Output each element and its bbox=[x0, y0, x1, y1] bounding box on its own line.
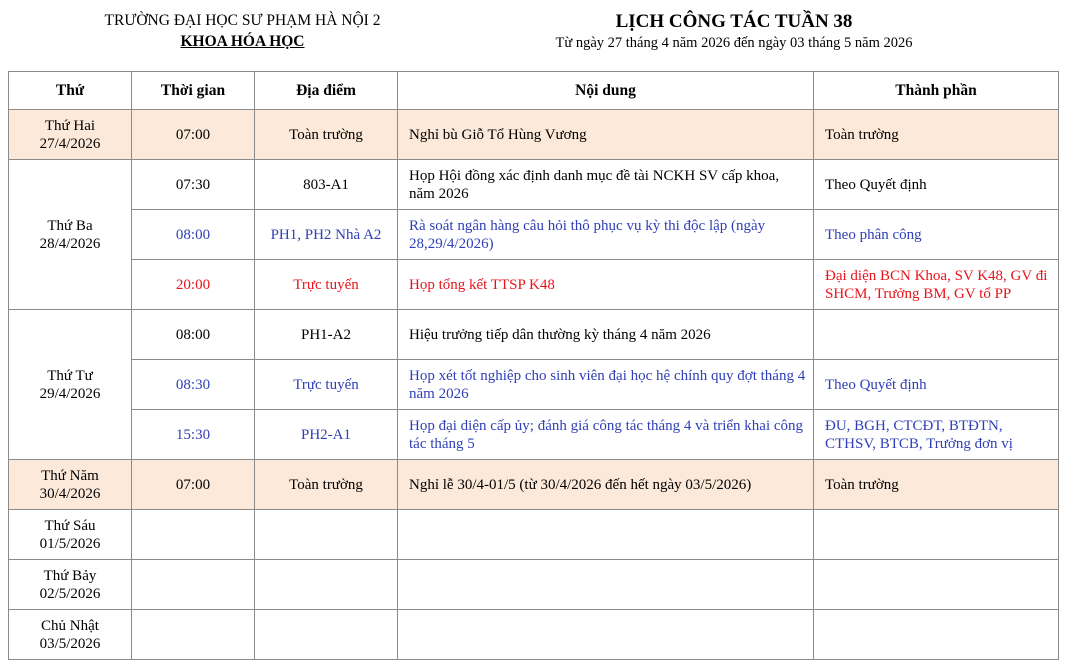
content-cell: Họp tổng kết TTSP K48 bbox=[398, 260, 814, 310]
content-cell: Rà soát ngân hàng câu hỏi thô phục vụ kỳ thi độc lập (ngày 28,29/4/2026) bbox=[398, 210, 814, 260]
time-cell: 07:00 bbox=[132, 110, 255, 160]
participants-cell: Đại diện BCN Khoa, SV K48, GV đi SHCM, Trưởng BM, GV tổ PP bbox=[814, 260, 1059, 310]
table-row bbox=[9, 510, 1059, 560]
content-cell bbox=[398, 510, 814, 560]
day-name: Thứ Sáu bbox=[44, 517, 96, 534]
participants-cell: Toàn trường bbox=[814, 110, 1059, 160]
content-cell bbox=[398, 560, 814, 610]
table-row bbox=[9, 610, 1059, 660]
place-cell: Toàn trường bbox=[255, 110, 398, 160]
day-name: Thứ Tư bbox=[47, 367, 93, 384]
schedule-table bbox=[8, 71, 1059, 660]
day-date: 01/5/2026 bbox=[39, 535, 101, 552]
participants-cell: Theo Quyết định bbox=[814, 360, 1059, 410]
time-cell: 08:30 bbox=[132, 360, 255, 410]
time-cell: 15:30 bbox=[132, 410, 255, 460]
day-name: Chủ Nhật bbox=[41, 617, 99, 634]
day-date: 03/5/2026 bbox=[39, 635, 101, 652]
time-cell: 20:00 bbox=[132, 260, 255, 310]
day-name: Thứ Ba bbox=[47, 217, 93, 234]
content-cell: Họp Hội đồng xác định danh mục đề tài NCKH SV cấp khoa, năm 2026 bbox=[398, 160, 814, 210]
content-cell: Nghỉ bù Giỗ Tổ Hùng Vương bbox=[398, 110, 814, 160]
day-date: 29/4/2026 bbox=[39, 385, 101, 402]
place-cell: Trực tuyến bbox=[255, 360, 398, 410]
day-date: 28/4/2026 bbox=[39, 235, 101, 252]
time-cell: 07:30 bbox=[132, 160, 255, 210]
col-header-day: Thứ bbox=[9, 72, 132, 110]
time-cell: 08:00 bbox=[132, 210, 255, 260]
time-cell bbox=[132, 610, 255, 660]
content-cell: Nghỉ lễ 30/4-01/5 (từ 30/4/2026 đến hết ngày 03/5/2026) bbox=[398, 460, 814, 510]
day-name: Thứ Hai bbox=[44, 117, 96, 134]
col-header-place: Địa điểm bbox=[255, 72, 398, 110]
university-name: TRƯỜNG ĐẠI HỌC SƯ PHẠM HÀ NỘI 2 bbox=[104, 12, 381, 29]
place-cell bbox=[255, 610, 398, 660]
time-cell: 08:00 bbox=[132, 310, 255, 360]
participants-cell: Toàn trường bbox=[814, 460, 1059, 510]
place-cell: PH1, PH2 Nhà A2 bbox=[255, 210, 398, 260]
table-row bbox=[9, 210, 1059, 260]
day-cell bbox=[9, 510, 132, 560]
table-row bbox=[9, 310, 1059, 360]
participants-cell: Theo phân công bbox=[814, 210, 1059, 260]
table-row bbox=[9, 460, 1059, 510]
day-cell bbox=[9, 560, 132, 610]
place-cell: Toàn trường bbox=[255, 460, 398, 510]
place-cell: 803-A1 bbox=[255, 160, 398, 210]
participants-cell: Theo Quyết định bbox=[814, 160, 1059, 210]
day-cell bbox=[9, 310, 132, 460]
day-name: Thứ Năm bbox=[41, 467, 99, 484]
place-cell: PH2-A1 bbox=[255, 410, 398, 460]
table-row bbox=[9, 560, 1059, 610]
participants-cell bbox=[814, 510, 1059, 560]
time-cell bbox=[132, 560, 255, 610]
day-cell bbox=[9, 110, 132, 160]
faculty-name: KHOA HÓA HỌC bbox=[180, 33, 305, 50]
place-cell bbox=[255, 510, 398, 560]
content-cell bbox=[398, 610, 814, 660]
day-date: 02/5/2026 bbox=[39, 585, 101, 602]
day-cell bbox=[9, 610, 132, 660]
content-cell: Hiệu trưởng tiếp dân thường kỳ tháng 4 năm 2026 bbox=[398, 310, 814, 360]
day-cell bbox=[9, 160, 132, 310]
participants-cell: ĐU, BGH, CTCĐT, BTĐTN, CTHSV, BTCB, Trưởng đơn vị bbox=[814, 410, 1059, 460]
participants-cell bbox=[814, 310, 1059, 360]
table-row bbox=[9, 110, 1059, 160]
day-date: 30/4/2026 bbox=[39, 485, 101, 502]
content-cell: Họp đại diện cấp ủy; đánh giá công tác tháng 4 và triển khai công tác tháng 5 bbox=[398, 410, 814, 460]
day-cell bbox=[9, 460, 132, 510]
table-header-row bbox=[9, 72, 1059, 110]
col-header-participants: Thành phần bbox=[814, 72, 1059, 110]
place-cell: Trực tuyến bbox=[255, 260, 398, 310]
time-cell: 07:00 bbox=[132, 460, 255, 510]
day-name: Thứ Bảy bbox=[43, 567, 97, 584]
participants-cell bbox=[814, 610, 1059, 660]
day-date: 27/4/2026 bbox=[39, 135, 101, 152]
time-cell bbox=[132, 510, 255, 560]
date-range: Từ ngày 27 tháng 4 năm 2026 đến ngày 03 tháng 5 năm 2026 bbox=[555, 35, 913, 51]
participants-cell bbox=[814, 560, 1059, 610]
table-row bbox=[9, 260, 1059, 310]
col-header-time: Thời gian bbox=[132, 72, 255, 110]
page-title: LỊCH CÔNG TÁC TUẦN 38 bbox=[615, 11, 853, 32]
header-left bbox=[75, 10, 410, 52]
content-cell: Họp xét tốt nghiệp cho sinh viên đại học hệ chính quy đợt tháng 4 năm 2026 bbox=[398, 360, 814, 410]
table-row bbox=[9, 410, 1059, 460]
table-row bbox=[9, 160, 1059, 210]
place-cell: PH1-A2 bbox=[255, 310, 398, 360]
col-header-content: Nội dung bbox=[398, 72, 814, 110]
place-cell bbox=[255, 560, 398, 610]
header-right bbox=[500, 10, 968, 52]
table-row bbox=[9, 360, 1059, 410]
